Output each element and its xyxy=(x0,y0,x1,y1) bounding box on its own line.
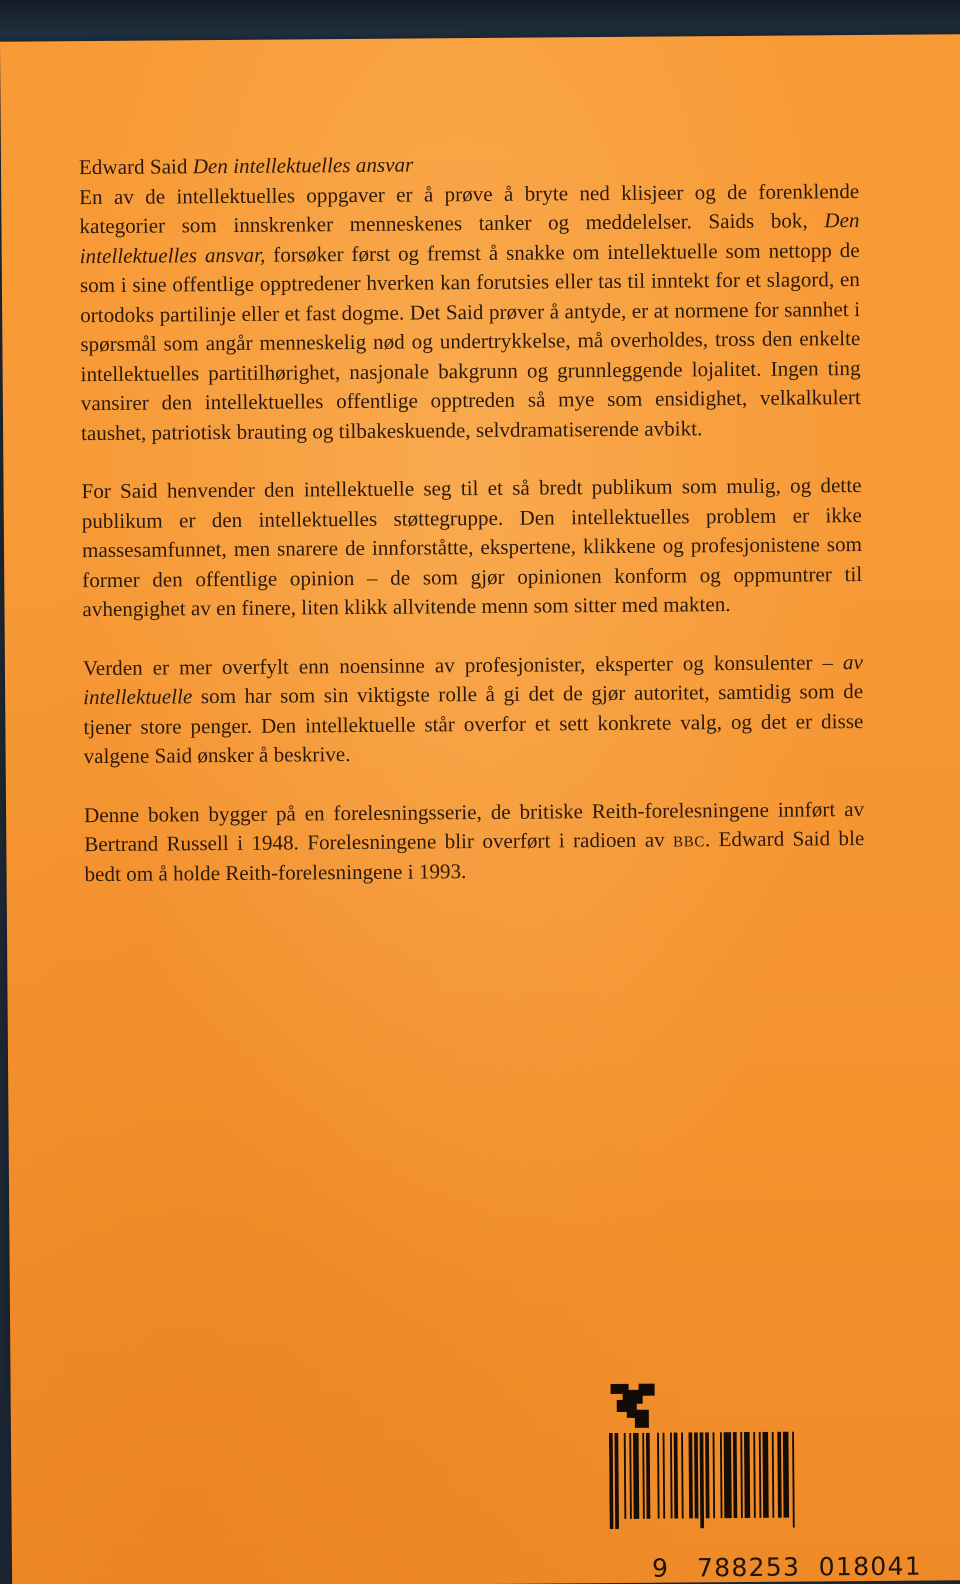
barcode-bar xyxy=(642,1433,645,1519)
barcode-bar xyxy=(744,1432,750,1518)
barcode-bar xyxy=(733,1432,737,1518)
barcode-bar xyxy=(609,1433,613,1529)
barcode-bar xyxy=(674,1432,678,1518)
barcode-bar xyxy=(633,1433,639,1519)
barcode-bar xyxy=(777,1432,781,1518)
isbn-barcode xyxy=(577,1431,923,1583)
barcode-digits xyxy=(578,1523,923,1583)
barcode-bar xyxy=(759,1432,762,1518)
paragraph-4-segment-3: . Edward Said ble bedt om å holde Reith-forelesningene i 1993. xyxy=(84,826,865,886)
barcode-lead-digit: 9 xyxy=(651,1553,670,1583)
blurb-paragraph-4 xyxy=(84,795,865,890)
paragraph-4-segment-2: bbc xyxy=(672,827,706,852)
barcode-bar xyxy=(689,1432,693,1518)
barcode-bar xyxy=(700,1432,704,1528)
barcode-bar xyxy=(772,1432,775,1518)
blurb-paragraph-3 xyxy=(83,648,864,772)
barcode-bar xyxy=(663,1433,666,1519)
barcode-bar xyxy=(646,1433,650,1519)
barcode-bar xyxy=(681,1432,684,1518)
barcode-bar xyxy=(657,1433,660,1519)
paragraph-3-segment-3: som har som sin viktigste rolle å gi det de gjør autoritet, samtidig som de tjener store penger. Den intellektuelle står overfor et sett konkrete valg, og det er disse valgene Said ønsker å beskrive. xyxy=(83,679,864,769)
blurb-paragraphs xyxy=(79,177,865,890)
publisher-logo-icon xyxy=(609,1382,657,1430)
barcode-left-group: 788253 xyxy=(696,1552,801,1583)
barcode-bar xyxy=(753,1432,756,1518)
barcode-bar xyxy=(629,1433,632,1519)
barcode-bar xyxy=(615,1433,619,1529)
barcode-bar xyxy=(763,1432,769,1518)
barcode-bar xyxy=(705,1432,709,1518)
blurb-content xyxy=(79,147,865,918)
barcode-bar xyxy=(670,1433,673,1519)
book-title: Den intellektuelles ansvar xyxy=(192,152,414,179)
blurb-paragraph-2 xyxy=(81,471,862,625)
barcode-right-group: 018041 xyxy=(818,1551,923,1582)
paragraph-1-segment-2: Den intellektuelles ansvar, xyxy=(79,208,860,268)
paragraph-1-segment-1: En av de intellektuelles oppgaver er å prøve å bryte ned klisjeer og de forenklende kategorier som innskrenker menneskenes tanker og meddelelser. Saids bok, xyxy=(79,178,860,239)
cover-paper xyxy=(0,34,960,1584)
barcode-bar xyxy=(720,1432,723,1518)
barcode-bar xyxy=(740,1432,743,1518)
paragraph-1-segment-3: forsøker først og fremst å snakke om intellektuelle som nettopp de som i sine offentlige opptredener hverken kan forutsies eller tas til inntekt for et slagord, en ortodoks partilinje eller et fast dogme. Det Said prøver å antyde, er at normene for sannhet i spørsmål som angår menneskelig nød og undertrykkelse, må overholdes, tross den enkelte intellektuelles partitilhørighet, nasjonale bakgrunn og grunnleggende lojalitet. Ingen ting vansirer den intellektuelles offentlige opptreden så mye som ensidighet, velkalkulert taushet, patriotisk brauting og tilbakeskuende, selvdramatiserende avbikt. xyxy=(79,237,861,445)
paragraph-3-segment-2: av intellektuelle xyxy=(83,649,864,710)
barcode-bar xyxy=(792,1432,795,1528)
barcode-bar xyxy=(783,1432,789,1518)
barcode-bar xyxy=(724,1432,732,1518)
barcode-bar xyxy=(694,1432,698,1518)
blurb-paragraph-1 xyxy=(79,177,861,449)
paragraph-2-segment-1: For Said henvender den intellektuelle seg til et så bredt publikum som mulig, og dette publikum er den intellektuelles støttegruppe. Den intellektuelles problem er ikke massesamfunnet, men snarere de innforståtte, ekspertene, klikkene og profesjonistene som former den offentlige opinion – de som gjør opinionen konform og oppmuntrer til avhengighet av en finere, liten klikk allvitende menn som sitter med makten. xyxy=(81,473,863,622)
author-name: Edward Said xyxy=(78,154,188,180)
barcode-bar xyxy=(713,1432,716,1518)
barcode-bar xyxy=(624,1433,627,1519)
paragraph-4-segment-1: Denne boken bygger på en forelesningsserie, de britiske Reith-forelesningene innført av Bertrand Russell i 1948. Forelesningene blir overført i radioen av xyxy=(83,796,865,857)
barcode-bars xyxy=(609,1431,868,1529)
paragraph-3-segment-1: Verden er mer overfylt enn noensinne av profesjonister, eksperter og konsulenter – xyxy=(82,649,844,680)
